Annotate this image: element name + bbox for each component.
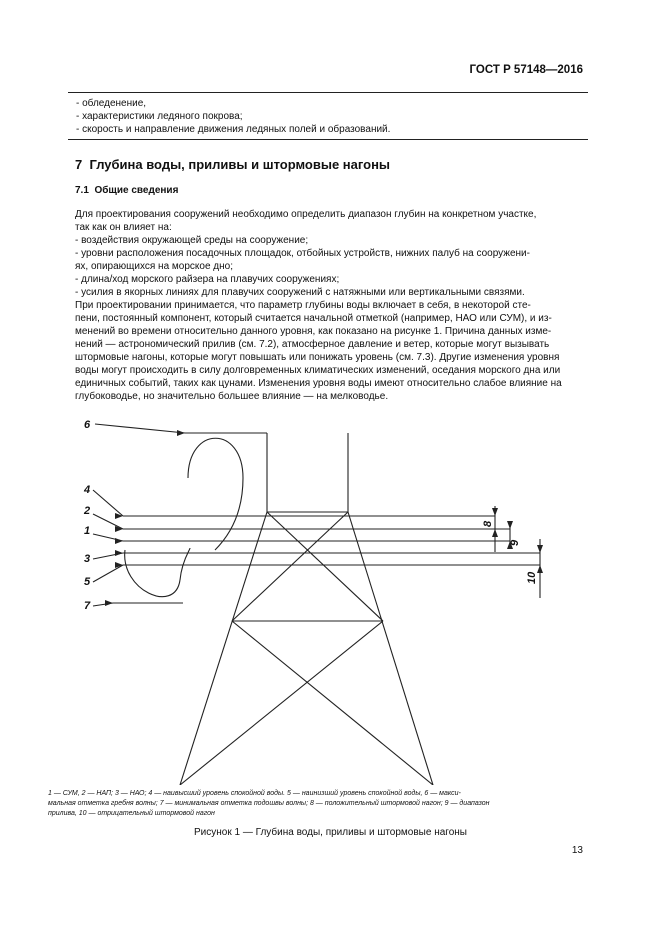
- figure-label: 6: [84, 419, 91, 431]
- page-number: 13: [571, 845, 583, 856]
- wave-curve: [215, 478, 243, 550]
- dimension-label: 10: [526, 571, 538, 584]
- body-line: штормовые нагоны, которые могут повышать или понижать уровень (см. 7.3). Другие изменения уровня: [75, 352, 560, 363]
- section-number: 7: [75, 157, 83, 172]
- cross-brace: [180, 621, 383, 785]
- list-item: - обледенение,: [76, 98, 147, 109]
- section-heading: [75, 157, 390, 172]
- standard-number: ГОСТ Р 57148—2016: [469, 64, 583, 76]
- body-line: пени, постоянный компонент, который считается начальной отметкой (например, НАО или СУМ), и из-: [75, 313, 552, 324]
- leader-line: [93, 490, 123, 516]
- arrowheads: [105, 430, 543, 606]
- list-item: - усилия в якорных линиях для плавучих сооружений с натяжными или вертикальными связями.: [75, 287, 525, 298]
- cross-brace: [267, 512, 383, 621]
- leader-line: [95, 424, 185, 433]
- list-item-continuation: ях, опирающихся на морское дно;: [75, 261, 233, 272]
- wave-trough-curve: [125, 550, 180, 597]
- list-item: - длина/ход морского райзера на плавучих сооружениях;: [75, 274, 340, 285]
- wave-crest-curve: [188, 438, 243, 478]
- continuation-box: [68, 92, 588, 140]
- list-item: - уровни расположения посадочных площадок, отбойных устройств, нижних палуб на сооружени-: [75, 248, 530, 259]
- figure-label: 3: [84, 553, 91, 565]
- water-depth-figure: [0, 410, 661, 785]
- list-item: - воздействия окружающей среды на сооружение;: [75, 235, 309, 246]
- cross-brace: [232, 621, 433, 785]
- body-line: При проектировании принимается, что параметр глубины воды включает в себя, в некоторой сте-: [75, 300, 531, 311]
- figure-label: 7: [84, 600, 91, 612]
- list-item: - скорость и направление движения ледяных полей и образований.: [76, 124, 391, 135]
- figure-label: 5: [84, 576, 91, 588]
- body-line: воды могут происходить в силу долговременных климатических изменений, оседания морского дна или: [75, 365, 561, 376]
- dimension-label: 9: [509, 539, 521, 546]
- subsection-title: Общие сведения: [94, 185, 179, 196]
- body-line: единичных событий, таких как цунами. Изменения уровня воды имеют относительно слабое влияние на: [75, 378, 562, 389]
- figure-label: 2: [84, 505, 91, 517]
- section-title: Глубина воды, приливы и штормовые нагоны: [89, 157, 391, 172]
- body-line: менений во времени относительно данного уровня, как показано на рисунке 1. Причина данных изме-: [75, 326, 552, 337]
- figure-legend-line: мальная отметка гребня волны; 7 — минимальная отметка подошвы волны; 8 — положительный штормовой нагон; 9 — диапазон: [48, 800, 490, 807]
- body-line: Для проектирования сооружений необходимо определить диапазон глубин на конкретном участке,: [75, 209, 537, 220]
- list-item: - характеристики ледяного покрова;: [76, 111, 243, 122]
- subsection-heading: [75, 185, 178, 196]
- body-line: нений — астрономический прилив (см. 7.2), атмосферное давление и ветер, которые могут вызывать: [75, 339, 550, 350]
- leader-line: [93, 565, 123, 582]
- figure-label: 1: [84, 525, 91, 537]
- figure-label: 4: [84, 484, 91, 496]
- figure-caption: Рисунок 1 — Глубина воды, приливы и штормовые нагоны: [193, 827, 467, 838]
- body-line: глубоководье, но значительно большее влияние — на мелководье.: [75, 391, 389, 402]
- subsection-number: 7.1: [75, 185, 89, 196]
- body-line: так как он влияет на:: [75, 222, 172, 233]
- figure-legend-line: 1 — СУМ, 2 — НАП; 3 — НАО; 4 — наивысший уровень спокойной воды. 5 — наинизший уровень спокойной воды, 6 — макси-: [48, 790, 461, 797]
- dimension-label: 8: [482, 520, 494, 527]
- figure-legend-line: прилива, 10 — отрицательный штормовой нагон: [48, 810, 215, 817]
